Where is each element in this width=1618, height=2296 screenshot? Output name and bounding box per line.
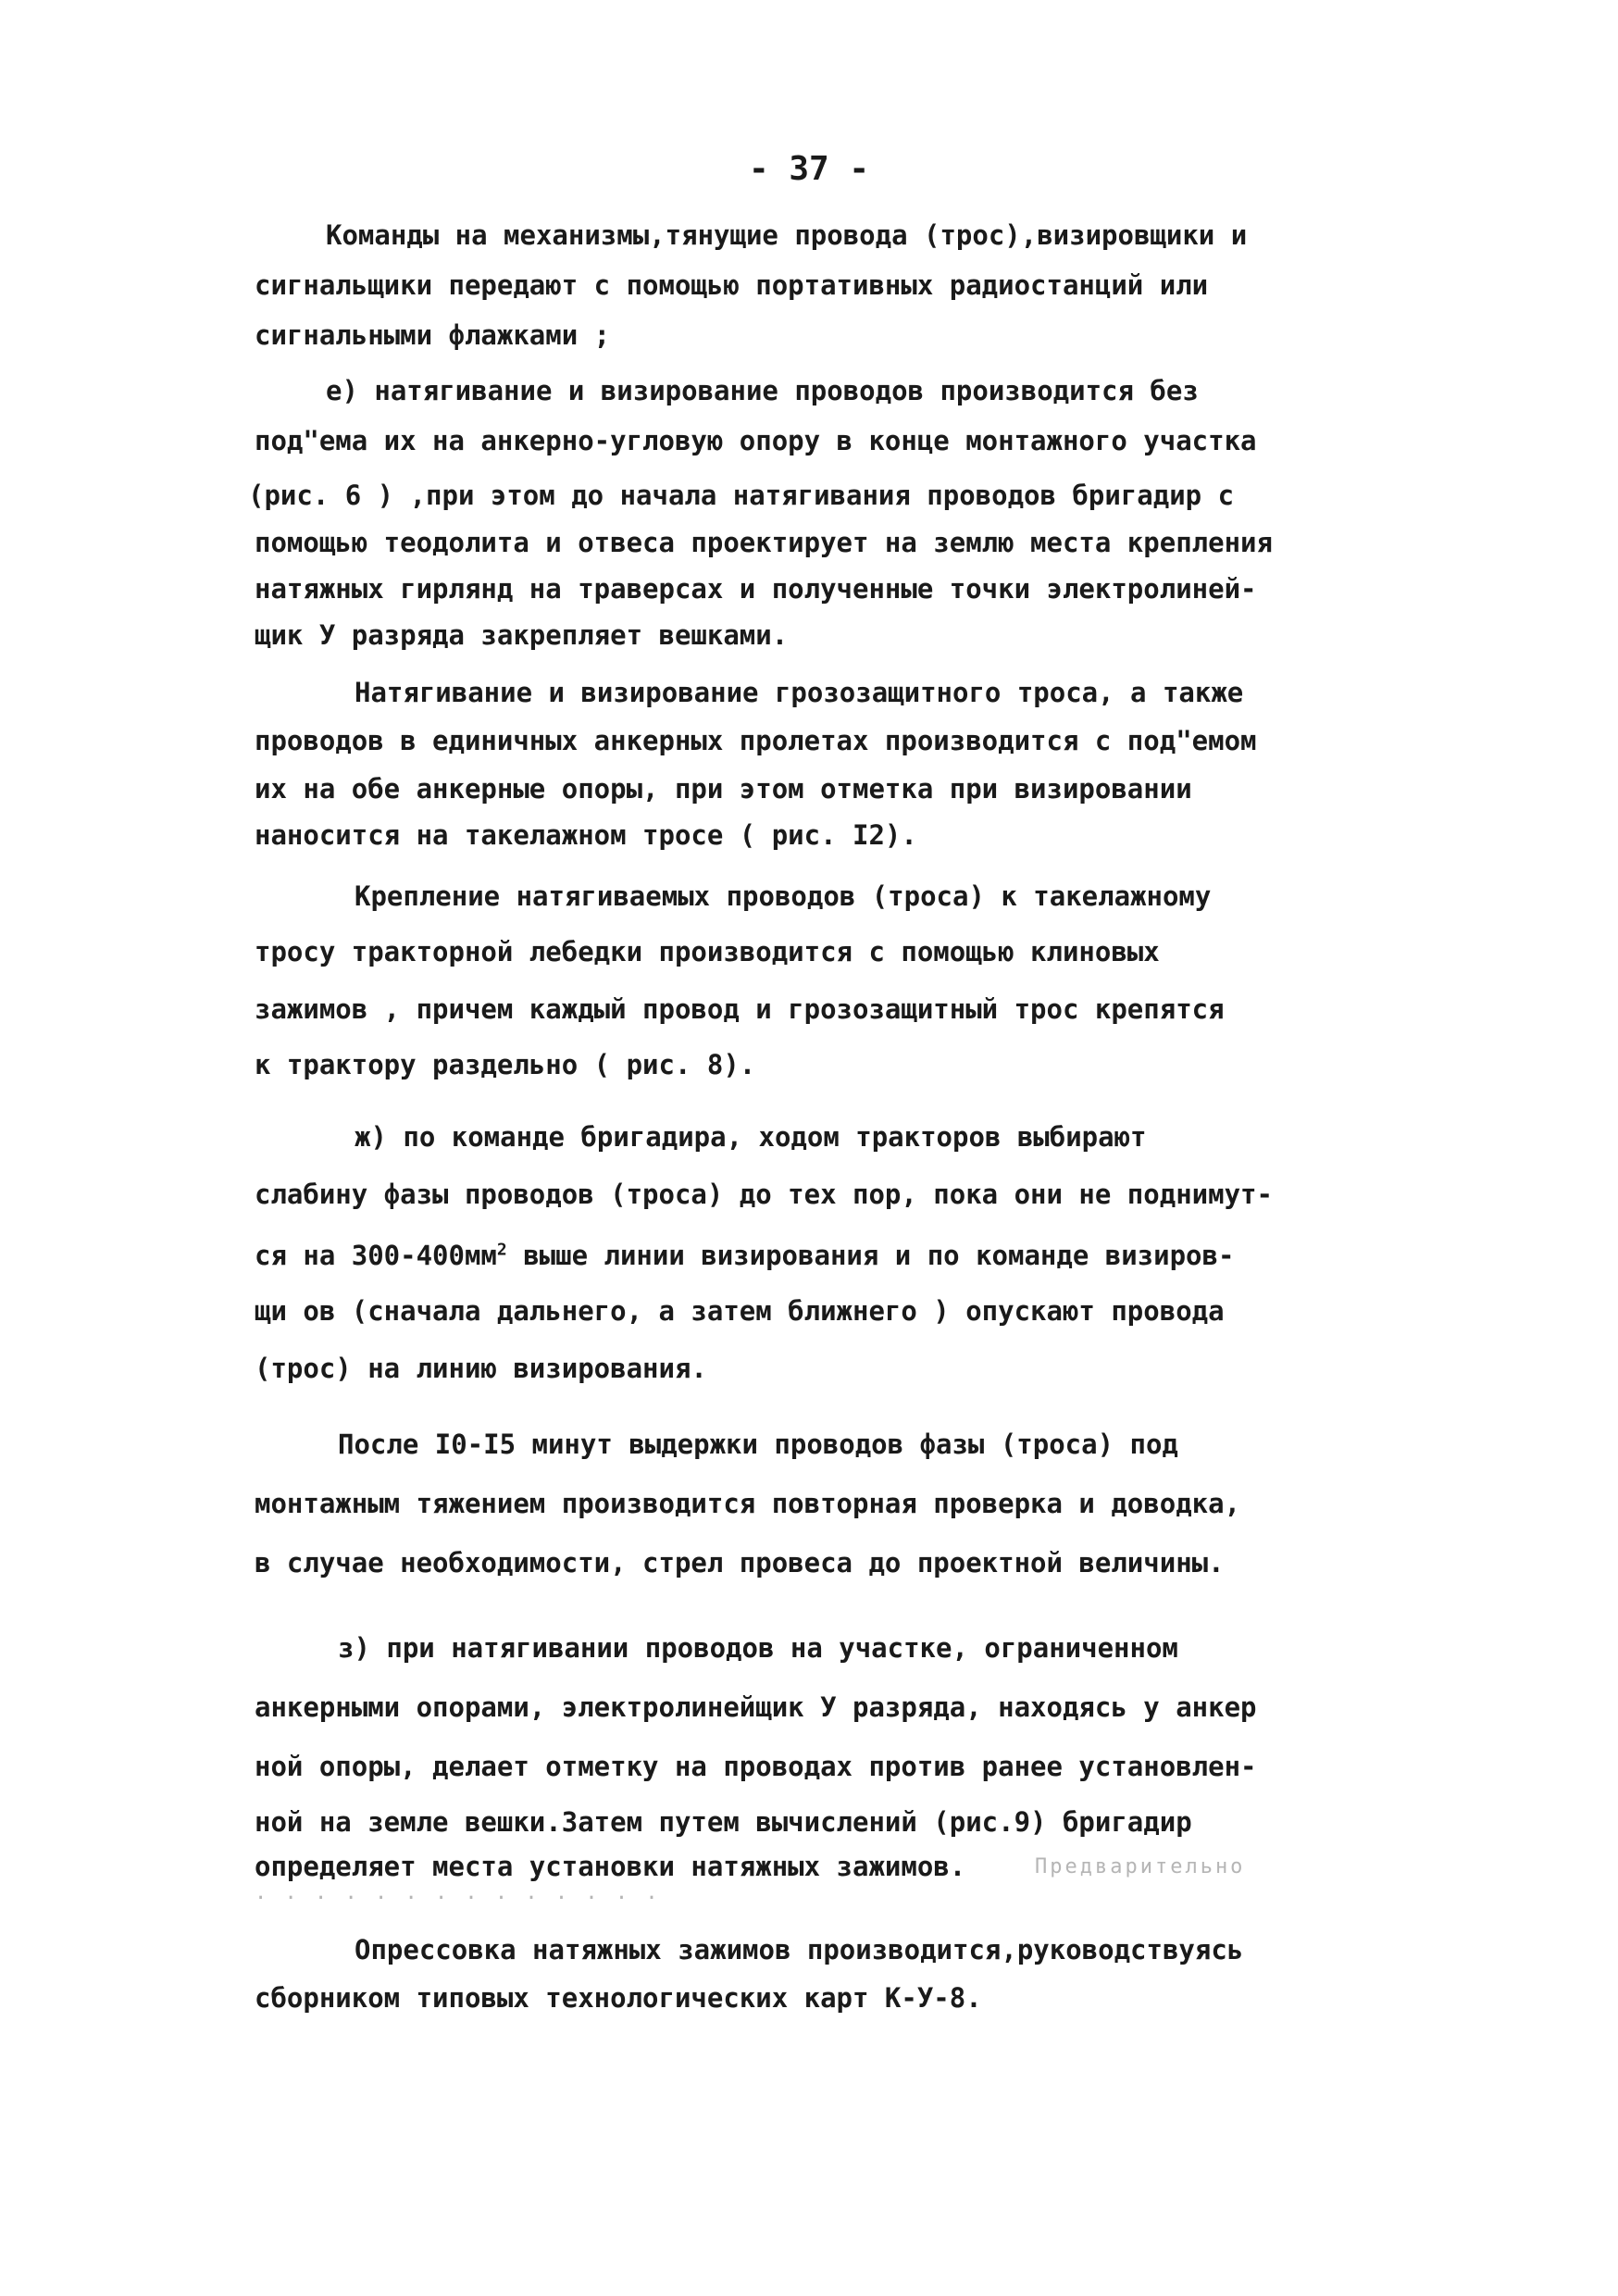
- text-line: [255, 724, 1257, 757]
- text-line-content: ся на 300-400мм: [255, 1240, 497, 1271]
- text-line: [255, 318, 610, 352]
- text-line: [255, 1691, 1257, 1724]
- text-line-content: сигнальными флажками ;: [255, 319, 611, 351]
- text-line: [326, 374, 1199, 407]
- text-line-content: к трактору раздельно ( рис. 8).: [255, 1049, 756, 1080]
- text-line-content: тросу тракторной лебедки производится с помощью клиновых: [255, 936, 1160, 967]
- text-line: [255, 618, 788, 652]
- text-line-continuation: выше линии визирования и по команде визиров-: [506, 1240, 1235, 1271]
- faded-text: Предварительно: [1035, 1855, 1246, 1878]
- page-number: - 37 -: [748, 150, 870, 188]
- text-line-content: сигнальщики передают с помощью портативных радиостанций или: [255, 269, 1209, 301]
- text-line-content: ной на земле вешки.Затем путем вычислений (рис.9) бригадир: [255, 1806, 1192, 1838]
- text-line: [326, 218, 1247, 252]
- text-line-content: анкерными опорами, электролинейщик У разряда, находясь у анкер: [255, 1691, 1257, 1723]
- text-line-content: в случае необходимости, стрел провеса до проектной величины.: [255, 1547, 1225, 1578]
- text-line: [255, 1850, 965, 1883]
- text-line: [255, 1487, 1240, 1520]
- text-line: [355, 1120, 1147, 1154]
- text-line-content: их на обе анкерные опоры, при этом отметка при визировании: [255, 773, 1192, 805]
- text-line-content: зажимов , причем каждый провод и грозозащитный трос крепятся: [255, 993, 1225, 1025]
- text-line: [248, 479, 1234, 512]
- text-line: [255, 1805, 1192, 1839]
- text-line: [255, 1981, 982, 2015]
- text-line-content: (рис. 6 ) ,при этом до начала натягивания проводов бригадир с: [248, 480, 1235, 511]
- superscript: 2: [496, 1240, 507, 1260]
- text-line-content: ж) по команде бригадира, ходом тракторов выбирают: [355, 1121, 1147, 1153]
- text-line-content: сборником типовых технологических карт К-У-8.: [255, 1982, 982, 2014]
- faded-text: · · · · · · · · · · · · · ·: [255, 1887, 661, 1910]
- text-line: [255, 818, 917, 852]
- text-line-content: натяжных гирлянд на траверсах и полученные точки электролиней-: [255, 573, 1257, 605]
- text-line-content: слабину фазы проводов (троса) до тех пор, пока они не поднимут-: [255, 1179, 1273, 1210]
- text-line-content: Опрессовка натяжных зажимов производится,руководствуясь: [355, 1934, 1244, 1965]
- text-line-content: Команды на механизмы,тянущие провода (трос),визировщики и: [326, 219, 1248, 251]
- text-line-content: под"ема их на анкерно-угловую опору в конце монтажного участка: [255, 425, 1257, 456]
- text-line-content: помощью теодолита и отвеса проектирует на землю места крепления: [255, 527, 1273, 558]
- text-line: [355, 1933, 1243, 1966]
- text-line-content: Натягивание и визирование грозозащитного троса, а также: [355, 677, 1244, 708]
- text-line-content: проводов в единичных анкерных пролетах производится с под"емом: [255, 725, 1257, 756]
- text-line: [255, 1048, 755, 1081]
- text-line: [255, 1178, 1273, 1211]
- text-line-content: монтажным тяжением производится повторная проверка и доводка,: [255, 1488, 1241, 1519]
- text-line-content: е) натягивание и визирование проводов производится без: [326, 375, 1199, 406]
- text-line-content: наносится на такелажном тросе ( рис. I2).: [255, 819, 917, 851]
- text-line-content: (трос) на линию визирования.: [255, 1353, 707, 1384]
- text-line: [255, 935, 1160, 968]
- text-line-content: Крепление натягиваемых проводов (троса) к такелажному: [355, 880, 1212, 912]
- text-line: [255, 1750, 1257, 1783]
- text-line: [255, 1546, 1225, 1579]
- text-line: [255, 772, 1192, 805]
- text-line: [355, 880, 1211, 913]
- text-line-content: ной опоры, делает отметку на проводах против ранее установлен-: [255, 1751, 1257, 1782]
- text-line: [255, 1352, 707, 1385]
- text-line: [255, 572, 1257, 605]
- text-line: [255, 526, 1273, 559]
- text-line: [255, 992, 1225, 1026]
- text-line: [255, 1294, 1225, 1328]
- text-line: [338, 1428, 1178, 1461]
- text-line: [255, 268, 1208, 302]
- text-line-content: щик У разряда закрепляет вешками.: [255, 619, 789, 651]
- text-line-content: щи ов (сначала дальнего, а затем ближнего ) опускают провода: [255, 1295, 1225, 1327]
- text-line: [355, 676, 1243, 709]
- text-line-content: з) при натягивании проводов на участке, ограниченном: [338, 1632, 1178, 1664]
- text-line: [255, 1239, 1234, 1272]
- text-line: [255, 424, 1257, 457]
- text-line: [338, 1631, 1178, 1665]
- text-line-content: После I0-I5 минут выдержки проводов фазы (троса) под: [338, 1429, 1178, 1460]
- text-line-content: определяет места установки натяжных зажимов.: [255, 1851, 966, 1882]
